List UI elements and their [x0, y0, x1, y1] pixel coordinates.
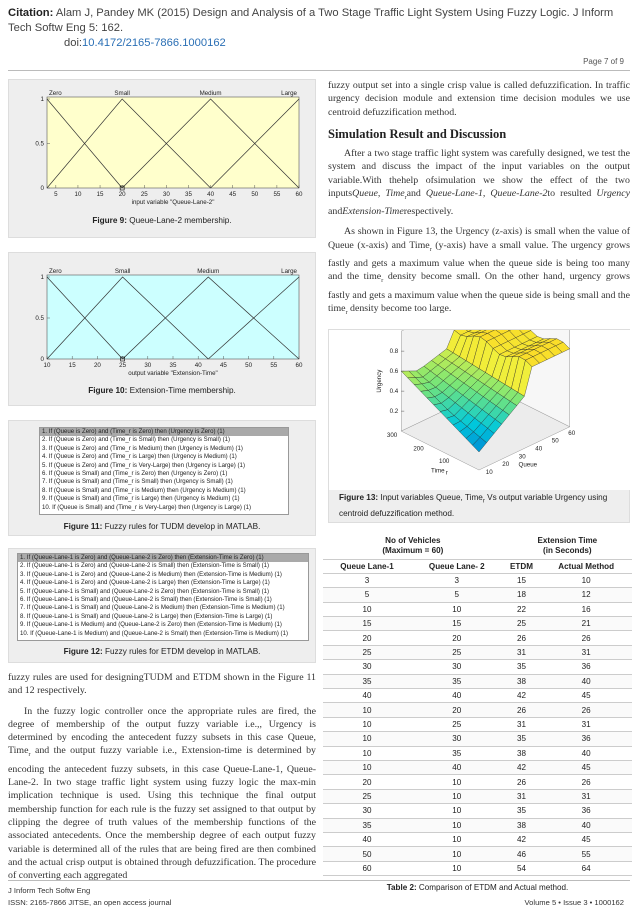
group-header-vehicles: No of Vehicles (Maximum = 60)	[323, 533, 503, 559]
x-tick-label: 30	[162, 191, 170, 198]
page-number: Page 7 of 9	[583, 57, 624, 66]
y-tick-label: 0.5	[35, 140, 44, 148]
y-tick-label: 1	[40, 96, 44, 103]
queue-lane-2-membership-plot	[9, 80, 317, 214]
x-tick-label: 50	[251, 191, 259, 198]
queue-tick-label: 60	[568, 429, 576, 437]
rule-line[interactable]: 10. If (Queue is Small) and (Time_r is Very-Large) then (Urgency is Large) (1)	[42, 503, 252, 511]
table-cell: 54	[503, 861, 541, 875]
extension-time-membership-plot	[9, 253, 317, 381]
table-cell: 64	[540, 861, 632, 875]
table-cell: 40	[323, 832, 411, 846]
x-tick-label: 20	[118, 191, 126, 198]
y-tick-label: 0	[40, 356, 44, 363]
x-tick-label: 10	[43, 362, 51, 369]
rule-line[interactable]: 1. If (Queue-Lane-1 is Zero) and (Queue-Lane-2 is Zero) then (Extension-Time is Zero) (1)	[18, 554, 308, 562]
table-cell: 20	[323, 775, 411, 789]
table-row	[323, 789, 632, 803]
table-cell: 10	[323, 760, 411, 774]
rule-line[interactable]: 10. If (Queue-Lane-1 is Medium) and (Queue-Lane-2 is Small) then (Extension-Time is Medium) (1)	[20, 629, 289, 637]
comparison-table	[323, 533, 632, 876]
table-cell: 25	[323, 645, 411, 659]
time-tick-label: 200	[413, 445, 424, 453]
tudm-rule-list	[39, 427, 289, 515]
rule-line[interactable]: 9. If (Queue is Small) and (Time_r is Large) then (Urgency is Medium) (1)	[42, 495, 240, 503]
table-row	[323, 645, 632, 659]
table-cell: 40	[411, 760, 503, 774]
membership-label: Medium	[197, 268, 220, 275]
x-tick-label: 25	[119, 362, 127, 369]
table-cell: 10	[540, 573, 632, 587]
table-cell: 21	[540, 617, 632, 631]
table-cell: 35	[503, 804, 541, 818]
right-body-text	[328, 147, 630, 347]
table-cell: 15	[411, 617, 503, 631]
table-cell: 10	[411, 832, 503, 846]
table-cell: 31	[503, 717, 541, 731]
table-cell: 31	[540, 789, 632, 803]
time-tick-label: 300	[386, 432, 398, 440]
y-tick-label: 0.5	[35, 315, 44, 322]
rule-line[interactable]: 7. If (Queue-Lane-1 is Small) and (Queue-Lane-2 is Medium) then (Extension-Time is Medium) (1)	[20, 604, 285, 612]
rule-line[interactable]: 3. If (Queue-Lane-1 is Zero) and (Queue-Lane-2 is Medium) then (Extension-Time is Medium) (1)	[20, 570, 282, 578]
table-row	[323, 804, 632, 818]
rule-line[interactable]: 6. If (Queue-Lane-1 is Small) and (Queue-Lane-2 is Small) then (Extension-Time is Small) (1)	[20, 596, 272, 604]
paragraph: As shown in Figure 13, the Urgency (z-axis) is small when the value of Queue (x-axis) and Time$_r$ (y-axis) have a small value. The urgency grows fastly and gets a maximum value when the queue side is being too many and the time$_r$ density become small. On the other hand, urgency grows fastly and gets a maximum value when the queue side is being small and the time$_r$ density become too large.	[328, 226, 630, 316]
table-cell: 42	[503, 689, 541, 703]
x-tick-label: 35	[185, 191, 192, 198]
table-cell: 45	[540, 832, 632, 846]
x-tick-label: 35	[169, 362, 177, 369]
x-tick-label: 45	[219, 362, 227, 369]
table-cell: 25	[411, 717, 503, 731]
rule-line[interactable]: 7. If (Queue is Small) and (Time_r is Small) then (Urgency is Small) (1)	[42, 478, 233, 486]
x-axis-label: input variable "Queue-Lane-2"	[131, 199, 215, 206]
rule-line[interactable]: 2. If (Queue is Zero) and (Time_r is Small) then (Urgency is Small) (1)	[42, 436, 231, 444]
table-cell: 40	[323, 689, 411, 703]
table-cell: 10	[411, 775, 503, 789]
x-tick-label: 5	[54, 191, 58, 198]
table-cell: 42	[503, 832, 541, 846]
table-cell: 60	[323, 861, 411, 875]
header-divider	[8, 70, 630, 71]
queue-axis-label: Queue	[518, 461, 538, 469]
table-cell: 26	[503, 631, 541, 645]
table-cell: 22	[503, 602, 541, 616]
table-cell: 36	[540, 804, 632, 818]
x-tick-label: 20	[93, 362, 101, 369]
table-cell: 30	[411, 732, 503, 746]
time-axis-subscript: r	[445, 469, 448, 477]
table-cell: 25	[503, 617, 541, 631]
table-row	[323, 775, 632, 789]
doi-prefix: doi:	[64, 37, 83, 49]
time-tick-label: 100	[439, 458, 450, 466]
table-cell: 35	[323, 674, 411, 688]
right-body-text-top	[328, 79, 630, 126]
rule-line[interactable]: 1. If (Queue is Zero) and (Time_r is Zero) then (Urgency is Zero) (1)	[40, 428, 288, 436]
table-row	[323, 847, 632, 861]
table-cell: 10	[411, 861, 503, 875]
paragraph: fuzzy output set into a single crisp value is called defuzzification. In traffic urgency decision module and extension time decision modules we use centroid defuzzification method.	[328, 80, 630, 118]
table-cell: 26	[540, 703, 632, 717]
table-cell: 16	[540, 602, 632, 616]
table-cell: 20	[411, 703, 503, 717]
table-row	[323, 674, 632, 688]
table-row	[323, 760, 632, 774]
rule-line[interactable]: 6. If (Queue is Small) and (Time_r is Zero) then (Urgency is Zero) (1)	[42, 470, 228, 478]
table-cell: 10	[411, 847, 503, 861]
table-cell: 35	[503, 660, 541, 674]
table-cell: 10	[411, 602, 503, 616]
footer-volume: Volume 5 • Issue 3 • 1000162	[524, 898, 624, 907]
table-cell: 30	[411, 660, 503, 674]
table-cell: 5	[411, 588, 503, 602]
z-axis-label: Urgency	[376, 369, 384, 393]
table-cell: 40	[540, 674, 632, 688]
queue-tick-label: 20	[502, 461, 510, 469]
citation	[8, 6, 630, 51]
table-cell: 3	[323, 573, 411, 587]
table-cell: 31	[540, 717, 632, 731]
table-cell: 10	[411, 804, 503, 818]
x-tick-label: 30	[144, 362, 152, 369]
table-cell: 5	[323, 588, 411, 602]
table-cell: 12	[540, 588, 632, 602]
rule-line[interactable]: 3. If (Queue is Zero) and (Time_r is Medium) then (Urgency is Medium) (1)	[42, 444, 243, 452]
table-cell: 35	[503, 732, 541, 746]
doi-link[interactable]: 10.4172/2165-7866.1000162	[82, 37, 226, 49]
table-row	[323, 689, 632, 703]
y-tick-label: 1	[40, 274, 44, 281]
table-cell: 35	[323, 818, 411, 832]
rule-line[interactable]: 4. If (Queue is Zero) and (Time_r is Large) then (Urgency is Medium) (1)	[42, 453, 237, 461]
table-cell: 38	[503, 674, 541, 688]
figure-12	[8, 548, 316, 663]
x-tick-label: 40	[207, 191, 215, 198]
rule-line[interactable]: 8. If (Queue is Small) and (Time_r is Medium) then (Urgency is Medium) (1)	[42, 486, 246, 494]
table-cell: 45	[540, 760, 632, 774]
table-cell: 40	[411, 689, 503, 703]
table-cell: 25	[411, 645, 503, 659]
etdm-rule-list	[17, 553, 309, 641]
table-row	[323, 746, 632, 760]
table-cell: 36	[540, 732, 632, 746]
table-row	[323, 602, 632, 616]
table-2-caption: Table 2: Comparison of ETDM and Actual method.	[386, 883, 569, 893]
urgency-surface-plot	[329, 330, 631, 490]
column-header: ETDM	[503, 559, 541, 573]
figure-11-caption: Figure 11: Fuzzy rules for TUDM develop in MATLAB.	[63, 522, 261, 531]
table-cell: 10	[411, 789, 503, 803]
table-cell: 26	[540, 775, 632, 789]
table-2	[323, 533, 632, 892]
table-cell: 42	[503, 760, 541, 774]
table-cell: 20	[411, 631, 503, 645]
table-cell: 10	[323, 717, 411, 731]
figure-9	[8, 79, 316, 238]
figure-12-caption: Figure 12: Fuzzy rules for ETDM develop in MATLAB.	[63, 647, 261, 656]
y-tick-label: 0	[40, 185, 44, 192]
table-row	[323, 832, 632, 846]
rule-line[interactable]: 4. If (Queue-Lane-1 is Zero) and (Queue-Lane-2 is Large) then (Extension-Time is Large) (1)	[20, 579, 270, 587]
x-tick-label: 55	[273, 191, 281, 198]
table-row	[323, 660, 632, 674]
membership-label: Large	[281, 268, 297, 275]
paragraph: fuzzy rules are used for designingTUDM and ETDM shown in the Figure 11 and 12 respectively.	[8, 672, 316, 697]
queue-tick-label: 30	[518, 453, 526, 461]
table-cell: 15	[323, 617, 411, 631]
z-tick-label: 0.6	[389, 368, 399, 376]
table-cell: 38	[503, 746, 541, 760]
membership-label: Small	[114, 90, 130, 97]
figure-10	[8, 252, 316, 406]
x-tick-label: 25	[140, 191, 148, 198]
figure-13	[328, 329, 630, 523]
plot-area	[47, 97, 299, 188]
z-tick-label: 0.8	[389, 348, 399, 356]
table-cell: 18	[503, 588, 541, 602]
column-header: Queue Lane-1	[323, 559, 411, 573]
table-row	[323, 818, 632, 832]
rule-line[interactable]: 5. If (Queue is Zero) and (Time_r is Very-Large) then (Urgency is Large) (1)	[42, 461, 245, 469]
table-cell: 20	[323, 631, 411, 645]
table-row	[323, 588, 632, 602]
table-cell: 35	[411, 746, 503, 760]
column-header: Actual Method	[540, 559, 632, 573]
table-cell: 26	[540, 631, 632, 645]
table-cell: 10	[323, 746, 411, 760]
table-cell: 25	[323, 789, 411, 803]
table-row	[323, 617, 632, 631]
table-cell: 55	[540, 847, 632, 861]
table-row	[323, 732, 632, 746]
left-body-text	[8, 671, 316, 889]
queue-tick-label: 40	[535, 445, 543, 453]
z-tick-label: 0.4	[389, 388, 399, 396]
table-cell: 10	[411, 818, 503, 832]
table-cell: 31	[503, 789, 541, 803]
table-cell: 30	[323, 804, 411, 818]
figure-13-caption: Figure 13: Input variables Queue, Time$_r$ Vs output variable Urgency using centroid defuzzification method.	[339, 493, 608, 518]
x-tick-label: 60	[295, 191, 303, 198]
membership-label: Medium	[199, 90, 222, 97]
queue-tick-label: 50	[551, 437, 559, 445]
figure-10-caption: Figure 10: Extension-Time membership.	[88, 386, 236, 395]
table-cell: 36	[540, 660, 632, 674]
table-cell: 40	[540, 818, 632, 832]
x-tick-label: 60	[295, 362, 303, 369]
paragraph: After a two stage traffic light system was carefully designed, we test the system and discuss the impact of the input variables on the output variable.With thehelp ofsimulation we show the effect of the two inputsQueue, Time$_r$and Queue-Lane-1, Queue-Lane-2to resulted Urgency andExtension-Timerespectively.	[328, 148, 630, 218]
citation-label: Citation:	[8, 7, 54, 19]
time-axis-label: Time	[431, 467, 445, 475]
rule-line[interactable]: 8. If (Queue-Lane-1 is Small) and (Queue-Lane-2 is Large) then (Extension-Time is Large) (1)	[20, 612, 273, 620]
table-cell: 10	[323, 703, 411, 717]
z-tick-label: 0.2	[389, 408, 399, 416]
x-tick-label: 40	[194, 362, 202, 369]
x-tick-label: 45	[229, 191, 237, 198]
table-cell: 35	[411, 674, 503, 688]
table-cell: 31	[540, 645, 632, 659]
rule-line[interactable]: 9. If (Queue-Lane-1 is Medium) and (Queue-Lane-2 is Zero) then (Extension-Time is Medium) (1)	[20, 621, 282, 629]
figure-9-caption: Figure 9: Queue-Lane-2 membership.	[92, 216, 232, 225]
figure-11	[8, 420, 316, 536]
paragraph: In the fuzzy logic controller once the appropriate rules are fired, the degree of membership of the output fuzzy variable i.e.,, Urgency is determined by encoding the antecedent fuzzy subsets in this case Queue, Time$_r$ and the output fuzzy variable i.e., Extension-time is determined by encoding the antecedent fuzzy subsets, in this case Queue-Lane-1, Queue-Lane-2. In two stage traffic light system using fuzzy logic the max-min implication technique is used. Using this technique the final output membership function for each rule is the fuzzy set assigned to that output by clipping the degree of truth values of the membership functions of the associated antecedents. Once the membership degree of each output fuzzy variable is determined all of the rules that are being fired are then combined and the actual crisp output is obtained through defuzzification. The procedure of converting each aggregated	[8, 705, 316, 882]
table-row	[323, 631, 632, 645]
table-cell: 31	[503, 645, 541, 659]
table-row	[323, 573, 632, 587]
x-tick-label: 50	[245, 362, 253, 369]
membership-label: Zero	[49, 90, 62, 97]
table-cell: 38	[503, 818, 541, 832]
membership-label: Zero	[49, 268, 62, 275]
section-title: Simulation Result and Discussion	[328, 127, 507, 141]
table-cell: 46	[503, 847, 541, 861]
x-tick-label: 10	[74, 191, 82, 198]
x-tick-label: 55	[270, 362, 278, 369]
table-row	[323, 861, 632, 875]
table-cell: 10	[323, 732, 411, 746]
membership-label: Small	[114, 268, 131, 275]
table-row	[323, 703, 632, 717]
table-cell: 50	[323, 847, 411, 861]
table-row	[323, 717, 632, 731]
rule-line[interactable]: 5. If (Queue-Lane-1 is Small) and (Queue-Lane-2 is Zero) then (Extension-Time is Small) (1)	[20, 587, 270, 595]
table-cell: 26	[503, 703, 541, 717]
x-axis-label: output variable "Extension-Time"	[128, 370, 218, 377]
table-cell: 26	[503, 775, 541, 789]
membership-label: Large	[281, 90, 297, 97]
table-cell: 10	[323, 602, 411, 616]
rule-line[interactable]: 2. If (Queue-Lane-1 is Zero) and (Queue-Lane-2 is Small) then (Extension-Time is Small) (1)	[20, 562, 270, 570]
footer-journal: J Inform Tech Softw Eng ISSN: 2165-7866 JITSE, an open access journal	[8, 886, 172, 907]
table-cell: 15	[503, 573, 541, 587]
plot-area	[47, 275, 299, 359]
citation-text: Alam J, Pandey MK (2015) Design and Analysis of a Two Stage Traffic Light System Using Fuzzy Logic. J Inform Tech Softw Eng 5: 162.	[8, 7, 614, 34]
group-header-extension: Extension Time (in Seconds)	[503, 533, 632, 559]
table-cell: 40	[540, 746, 632, 760]
table-cell: 3	[411, 573, 503, 587]
footer-divider	[8, 880, 630, 881]
table-cell: 30	[323, 660, 411, 674]
table-cell: 45	[540, 689, 632, 703]
queue-tick-label: 10	[485, 469, 493, 477]
x-tick-label: 15	[96, 191, 104, 198]
x-tick-label: 15	[68, 362, 76, 369]
column-header: Queue Lane- 2	[411, 559, 503, 573]
